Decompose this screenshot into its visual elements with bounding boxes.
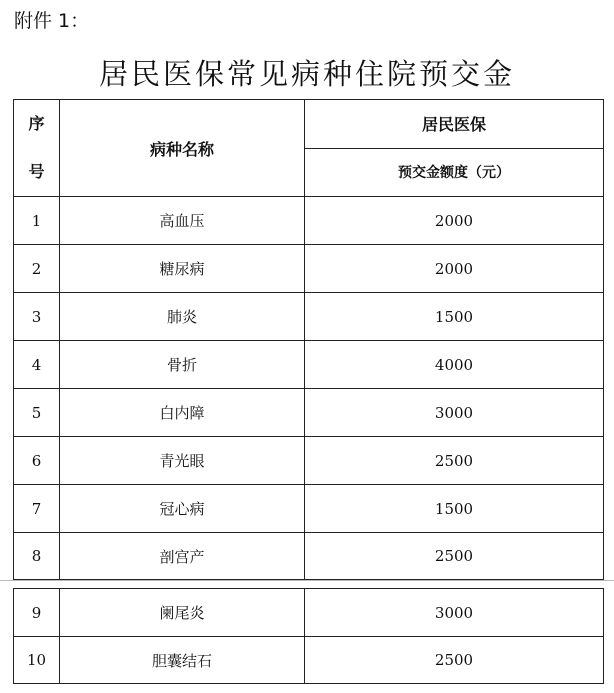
table-row bbox=[14, 293, 604, 341]
header-disease-name: 病种名称 bbox=[60, 100, 305, 197]
row-number: 6 bbox=[14, 437, 60, 485]
deposit-table bbox=[13, 99, 604, 580]
row-number: 7 bbox=[14, 485, 60, 533]
row-number: 9 bbox=[14, 589, 60, 637]
table-row bbox=[14, 245, 604, 293]
row-disease: 骨折 bbox=[60, 341, 305, 389]
row-disease: 剖宫产 bbox=[60, 533, 305, 580]
row-number: 10 bbox=[14, 637, 60, 684]
row-amount: 1500 bbox=[305, 293, 604, 341]
row-amount: 4000 bbox=[305, 341, 604, 389]
row-amount: 2000 bbox=[305, 245, 604, 293]
row-disease: 青光眼 bbox=[60, 437, 305, 485]
table-row bbox=[14, 197, 604, 245]
table-row bbox=[14, 589, 604, 637]
row-amount: 3000 bbox=[305, 589, 604, 637]
header-seq-top: 序 bbox=[28, 114, 45, 133]
attachment-label: 附件 1： bbox=[14, 10, 90, 32]
row-disease: 白内障 bbox=[60, 389, 305, 437]
row-amount: 2500 bbox=[305, 437, 604, 485]
row-number: 4 bbox=[14, 341, 60, 389]
header-deposit-amount: 预交金额度（元） bbox=[305, 148, 604, 197]
page-break-line bbox=[0, 580, 614, 581]
row-number: 5 bbox=[14, 389, 60, 437]
row-disease: 肺炎 bbox=[60, 293, 305, 341]
header-seq-bottom: 号 bbox=[28, 162, 45, 181]
table-row bbox=[14, 341, 604, 389]
row-amount: 3000 bbox=[305, 389, 604, 437]
row-disease: 冠心病 bbox=[60, 485, 305, 533]
table-row bbox=[14, 389, 604, 437]
table-row bbox=[14, 485, 604, 533]
row-number: 2 bbox=[14, 245, 60, 293]
header-seq bbox=[14, 100, 60, 197]
row-disease: 高血压 bbox=[60, 197, 305, 245]
deposit-table-continued bbox=[13, 588, 604, 684]
table-row bbox=[14, 437, 604, 485]
header-insurance-type: 居民医保 bbox=[305, 100, 604, 149]
row-amount: 1500 bbox=[305, 485, 604, 533]
row-disease: 糖尿病 bbox=[60, 245, 305, 293]
row-disease: 阑尾炎 bbox=[60, 589, 305, 637]
row-amount: 2500 bbox=[305, 637, 604, 684]
row-amount: 2500 bbox=[305, 533, 604, 580]
page-title: 居民医保常见病种住院预交金 bbox=[98, 57, 515, 91]
row-number: 1 bbox=[14, 197, 60, 245]
table-row bbox=[14, 637, 604, 684]
row-number: 8 bbox=[14, 533, 60, 580]
row-number: 3 bbox=[14, 293, 60, 341]
table-row bbox=[14, 533, 604, 580]
row-amount: 2000 bbox=[305, 197, 604, 245]
row-disease: 胆囊结石 bbox=[60, 637, 305, 684]
